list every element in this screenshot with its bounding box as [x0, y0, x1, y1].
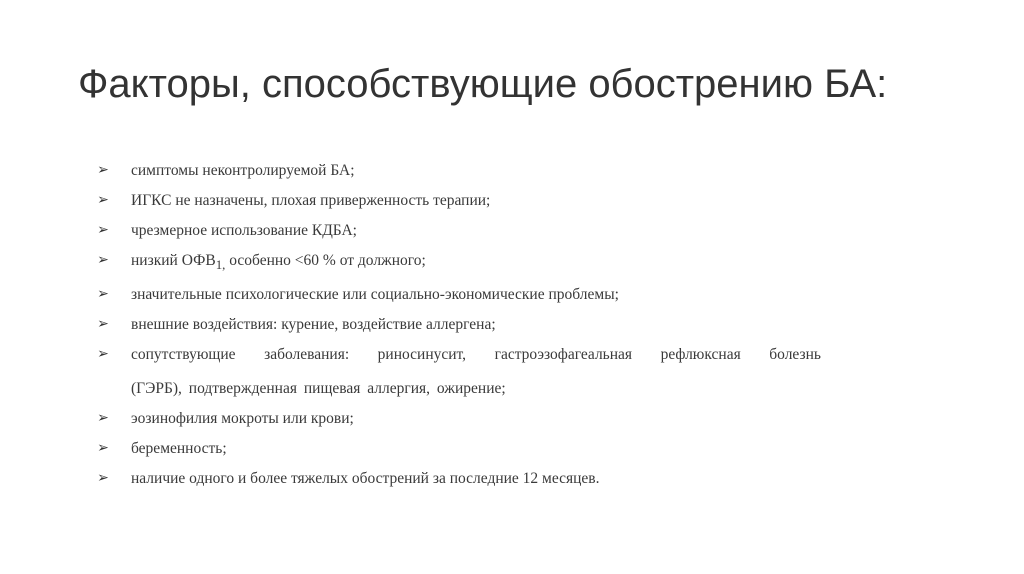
list-item — [96, 464, 856, 494]
arrowhead-bullet-icon: ➢ — [97, 193, 109, 208]
arrowhead-bullet-icon: ➢ — [97, 317, 109, 333]
arrowhead-bullet-icon: ➢ — [97, 223, 109, 238]
arrowhead-bullet-icon: ➢ — [97, 287, 109, 303]
list-item-text: симптомы неконтролируемой БА; — [131, 162, 355, 179]
list-item-text: беременность; — [131, 440, 227, 458]
list-item-line-2: (ГЭРБ), подтвержденная пищевая аллергия, ожирение; — [131, 380, 506, 398]
arrowhead-bullet-icon: ➢ — [97, 253, 109, 268]
fev1-subscript: 1, — [215, 257, 226, 273]
list-item-text: значительные психологические или социально-экономические проблемы; — [131, 286, 619, 304]
list-item — [96, 186, 856, 216]
arrowhead-bullet-icon: ➢ — [97, 347, 109, 363]
list-item-text: внешние воздействия: курение, воздействие аллергена; — [131, 316, 496, 334]
list-item-text — [131, 246, 856, 280]
list-item-line-1: сопутствующие заболевания: риносинусит, гастроэзофагеальная рефлюксная болезнь — [131, 346, 821, 364]
list-item-text: чрезмерное использование КДБА; — [131, 222, 357, 239]
slide-title: Факторы, способствующие обострению БА: — [78, 62, 888, 106]
list-item-text: наличие одного и более тяжелых обострений за последние 12 месяцев. — [131, 470, 600, 488]
list-item-text — [131, 340, 856, 404]
list-item — [96, 280, 856, 310]
arrowhead-bullet-icon: ➢ — [97, 411, 109, 427]
list-item — [96, 434, 856, 464]
arrowhead-bullet-icon: ➢ — [97, 163, 109, 178]
list-item — [96, 156, 856, 186]
fev1-threshold: особенно <60 % от должного; — [225, 252, 426, 269]
list-item — [96, 340, 856, 404]
list-item — [96, 216, 856, 246]
fev1-label: низкий ОФВ — [131, 252, 216, 269]
arrowhead-bullet-icon: ➢ — [97, 471, 109, 487]
list-item — [96, 246, 856, 280]
list-item — [96, 310, 856, 340]
list-item-text: эозинофилия мокроты или крови; — [131, 410, 354, 428]
list-item — [96, 404, 856, 434]
arrowhead-bullet-icon: ➢ — [97, 441, 109, 457]
risk-factor-list — [96, 156, 856, 494]
list-item-text: ИГКС не назначены, плохая приверженность терапии; — [131, 192, 491, 209]
